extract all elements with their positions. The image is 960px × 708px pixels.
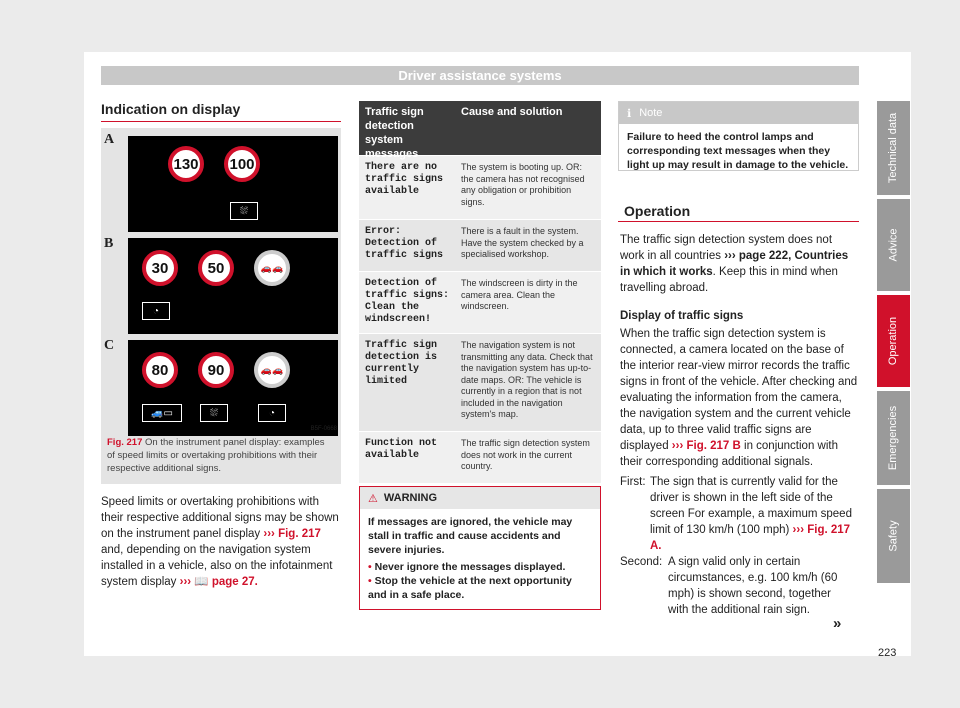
no-overtaking-sign-icon: 🚗🚗 bbox=[254, 250, 290, 286]
section-title-indication: Indication on display bbox=[101, 101, 241, 117]
table-row: Function not available The traffic sign detection system does not work in the current country. bbox=[359, 431, 601, 483]
figure-caption-text: On the instrument panel display: examples of speed limits or overtaking prohibitions with their respective additional signs. bbox=[107, 437, 325, 474]
display-panel-a bbox=[128, 136, 338, 232]
page-number: 223 bbox=[878, 647, 897, 659]
warning-body: If messages are ignored, the vehicle may stall in traffic and cause accidents and severe injuries. • Never ignore the messages displayed. • Stop the vehicle at the next opportunity and in a safe place. bbox=[368, 516, 573, 601]
table-header-messages: Traffic sign detection system messages bbox=[365, 106, 424, 160]
paragraph-display: When the traffic sign detection system is connected, a camera located on the base of the interior rear-view mirror records the traffic signs in front of the vehicle. After checking and evaluating the information from the camera, the navigation system and the current vehicle data, up to three valid traffic signs are displayed ››› Fig. 217 B in conjunction with their corresponding additional signals. bbox=[620, 328, 858, 468]
subhead-display: Display of traffic signs bbox=[620, 310, 744, 322]
table-row: There are no traffic signs available The system is booting up. OR: the camera has not recognised any obligation or prohibition signs. bbox=[359, 155, 601, 219]
continue-marker: » bbox=[833, 615, 842, 632]
header-bar: Driver assistance systems bbox=[101, 66, 859, 85]
rain-sign-icon: ⛆ bbox=[200, 404, 228, 422]
table-header bbox=[359, 101, 601, 160]
tab-operation[interactable]: Operation bbox=[877, 295, 910, 387]
note-header: ℹ Note bbox=[619, 102, 858, 124]
section-rule bbox=[101, 121, 341, 122]
figure-link[interactable]: ››› Fig. 217 A. bbox=[650, 524, 851, 552]
figure-link[interactable]: ››› Fig. 217 bbox=[263, 528, 321, 540]
figure-caption bbox=[107, 436, 335, 475]
section-title-operation: Operation bbox=[624, 203, 691, 219]
speed-sign-50: 50 bbox=[198, 250, 234, 286]
panel-letter-a: A bbox=[104, 132, 115, 147]
navigation-sign-icon: ◔ bbox=[258, 404, 286, 422]
figure-link[interactable]: ››› Fig. 217 B bbox=[671, 440, 741, 452]
bullet-icon: • bbox=[368, 575, 372, 587]
list-item-second: Second: A sign valid only in certain circumstances, e.g. 100 km/h (60 mph) is shown second, together with the additional rain sign. bbox=[620, 556, 838, 616]
figure-217 bbox=[101, 128, 341, 484]
list-item-first: First: The sign that is currently valid for the driver is shown in the left side of the screen For example, a maximum speed limit of 130 km/h (100 mph) ››› Fig. 217 A. bbox=[620, 476, 852, 552]
figure-code: B5F-0668 bbox=[310, 426, 337, 432]
tab-emergencies[interactable]: Emergencies bbox=[877, 391, 910, 485]
panel-letter-b: B bbox=[104, 236, 114, 251]
table-row: Error: Detection of traffic signs There is a fault in the system. Have the system checked by a specialised workshop. bbox=[359, 219, 601, 271]
navigation-sign-icon: ◔ bbox=[142, 302, 170, 320]
messages-table bbox=[359, 101, 601, 483]
countries-link[interactable]: ››› page 222, Countries in which it works bbox=[620, 250, 849, 278]
section-rule bbox=[618, 221, 859, 222]
speed-sign-90: 90 bbox=[198, 352, 234, 388]
note-body: Failure to heed the control lamps and corresponding text messages when they light up may result in damage to the vehicle. bbox=[627, 131, 849, 171]
tab-advice[interactable]: Advice bbox=[877, 199, 910, 291]
display-panel-b bbox=[128, 238, 338, 334]
table-header-cause: Cause and solution bbox=[461, 106, 563, 118]
speed-sign-100: 100 bbox=[224, 146, 260, 182]
speed-sign-130: 130 bbox=[168, 146, 204, 182]
info-icon: ℹ bbox=[627, 107, 632, 120]
bullet-icon: • bbox=[368, 561, 372, 573]
table-row: Detection of traffic signs: Clean the windscreen! The windscreen is dirty in the camera area. Clean the windscreen. bbox=[359, 271, 601, 333]
trailer-sign-icon: 🚙▭ bbox=[142, 404, 182, 422]
tab-safety[interactable]: Safety bbox=[877, 489, 910, 583]
tab-technical-data[interactable]: Technical data bbox=[877, 101, 910, 195]
warning-header: ⚠ WARNING bbox=[360, 487, 600, 509]
speed-sign-80: 80 bbox=[142, 352, 178, 388]
warning-box bbox=[359, 486, 601, 610]
note-box bbox=[618, 101, 859, 171]
table-row: Traffic sign detection is currently limited The navigation system is not transmitting any data. Check that the navigation system has up-to-date maps. OR: The vehicle is currently in a region that is not included in the navigation system's map. bbox=[359, 333, 601, 431]
display-panel-c bbox=[128, 340, 338, 436]
panel-letter-c: C bbox=[104, 338, 115, 353]
rain-sign-icon: ⛆ bbox=[230, 202, 258, 220]
figure-label: Fig. 217 bbox=[107, 437, 143, 448]
book-icon: 📖 bbox=[194, 576, 209, 588]
warning-icon: ⚠ bbox=[368, 492, 378, 505]
no-overtaking-sign-icon: 🚗🚗 bbox=[254, 352, 290, 388]
speed-sign-30: 30 bbox=[142, 250, 178, 286]
paragraph-intro: Speed limits or overtaking prohibitions with their respective additional signs may be shown on the instrument panel display ››› Fig. 217 and, depending on the navigation system installed in a vehicle, also on the infotainment system display ››› 📖 page 27. bbox=[101, 496, 339, 588]
page-link[interactable]: ››› 📖 page 27. bbox=[179, 576, 258, 588]
paragraph-countries: The traffic sign detection system does not work in all countries ››› page 222, Countries in which it works. Keep this in mind when travelling abroad. bbox=[620, 234, 849, 294]
